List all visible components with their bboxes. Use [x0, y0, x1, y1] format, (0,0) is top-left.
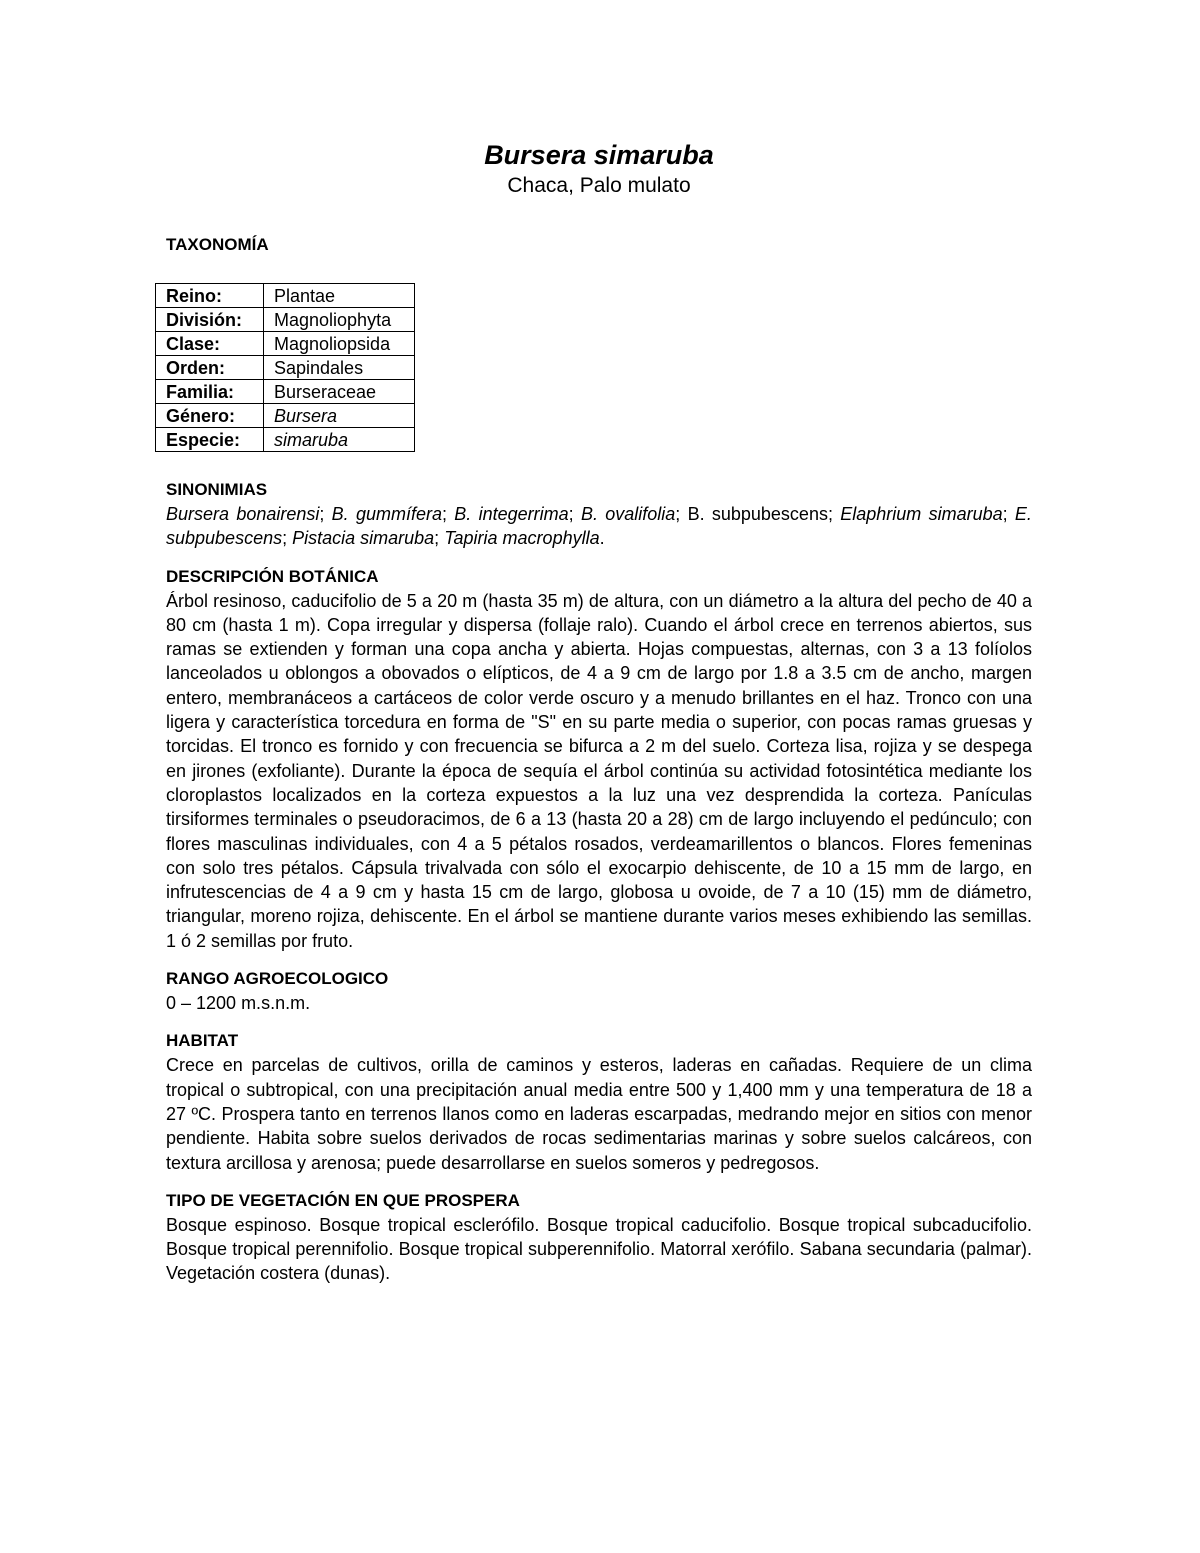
synonym-separator: ; — [434, 528, 445, 549]
agroecological-range-text: 0 – 1200 m.s.n.m. — [166, 993, 311, 1014]
synonym-name: B. gummífera — [331, 504, 442, 524]
taxonomy-value: simaruba — [264, 428, 415, 452]
habitat-heading: HABITAT — [166, 1031, 239, 1051]
agroecological-range-section — [166, 967, 1032, 1015]
botanical-description-text: Árbol resinoso, caducifolio de 5 a 20 m (hasta 35 m) de altura, con un diámetro a la altura del pecho de 40 a 80 cm (hasta 1 m). Copa irregular y dispersa (follaje ralo). Cuando el árbol crece en terrenos abiertos, sus ramas se extienden y forman una copa ancha y abierta. Hojas compuestas, alternas, con 3 a 13 folíolos lanceolados u oblongos a obovados o elípticos, de 4 a 9 cm de largo por 1.8 a 3.5 cm de ancho, margen entero, membranáceos a cartáceos de color verde oscuro y a menudo brillantes en el haz. Tronco con una ligera y característica torcedura en forma de "S" en su parte media o superior, con pocas ramas gruesas y torcidas. El tronco es fornido y con frecuencia se bifurca a 2 m del suelo. Corteza lisa, rojiza y se despega en jirones (exfoliante). Durante la época de sequía el árbol continúa su actividad fotosintética mediante los cloroplastos localizados en la corteza expuestos a la luz una vez desprendida la corteza. Panículas tirsiformes terminales o pseudoracimos, de 6 a 13 (hasta 20 a 28) cm de largo incluyendo el pedúnculo; con flores masculinas individuales, con 4 a 5 pétalos rosados, verdeamarillentos o blancos. Flores femeninas con solo tres pétalos. Cápsula trivalvada con sólo el exocarpio dehiscente, de 10 a 15 mm de largo, en infrutescencias de 4 a 9 cm y hasta 15 cm de largo, globosa u ovoide, de 7 a 10 (15) mm de diámetro, triangular, moreno rojiza, dehiscente. En el árbol se mantiene durante varios meses exhibiendo las semillas. 1 ó 2 semillas por fruto. — [166, 590, 1032, 951]
taxonomy-row — [156, 356, 415, 380]
botanical-description-heading: DESCRIPCIÓN BOTÁNICA — [166, 566, 379, 586]
botanical-description-section — [166, 565, 1032, 953]
taxonomy-rank: División: — [156, 308, 264, 332]
synonyms-heading: SINONIMIAS — [166, 480, 268, 499]
taxonomy-row — [156, 380, 415, 404]
vegetation-type-text: Bosque espinoso. Bosque tropical esclerófilo. Bosque tropical caducifolio. Bosque tropical subcaducifolio. Bosque tropical perennifolio. Bosque tropical subperennifolio. Matorral xerófilo. Sabana secundaria (palmar). Vegetación costera (dunas). — [166, 1214, 1032, 1284]
vegetation-type-section — [166, 1189, 1032, 1286]
taxonomy-rank: Especie: — [156, 428, 264, 452]
taxonomy-row — [156, 428, 415, 452]
taxonomy-value: Sapindales — [264, 356, 415, 380]
synonym-name: Bursera bonairensi — [166, 504, 320, 524]
synonym-separator: . — [599, 528, 605, 549]
taxonomy-value: Plantae — [264, 284, 415, 308]
habitat-section — [166, 1029, 1032, 1174]
taxonomy-rank: Reino: — [156, 284, 264, 308]
common-names: Chaca, Palo mulato — [507, 174, 691, 197]
page-title: Bursera simaruba — [484, 140, 714, 170]
taxonomy-heading: TAXONOMÍA — [166, 235, 269, 254]
taxonomy-rank: Orden: — [156, 356, 264, 380]
document-page — [166, 138, 1032, 1286]
taxonomy-value: Burseraceae — [264, 380, 415, 404]
synonym-name: Elaphrium simaruba — [840, 504, 1003, 524]
synonym-separator: ; B. subpubescens; — [675, 504, 841, 524]
synonym-name: B. integerrima — [454, 504, 569, 524]
synonyms-section — [166, 478, 1032, 551]
synonym-separator: ; — [568, 504, 581, 524]
taxonomy-row — [156, 332, 415, 356]
synonyms-text — [166, 502, 1032, 551]
vegetation-type-heading: TIPO DE VEGETACIÓN EN QUE PROSPERA — [166, 1190, 520, 1210]
habitat-text: Crece en parcelas de cultivos, orilla de caminos y esteros, laderas en cañadas. Requiere de un clima tropical o subtropical, con una precipitación anual media entre 500 y 1,400 mm y una temperatura de 18 a 27 ºC. Prospera tanto en terrenos llanos como en laderas escarpadas, medrando mejor en sitios con menor pendiente. Habita sobre suelos derivados de rocas sedimentarias marinas y sobre suelos calcáreos, con textura arcillosa y arenosa; puede desarrollarse en suelos someros y pedregosos. — [166, 1055, 1032, 1173]
synonym-name: Tapiria macrophylla — [444, 528, 600, 549]
agroecological-range-heading: RANGO AGROECOLOGICO — [166, 969, 389, 989]
taxonomy-rank: Familia: — [156, 380, 264, 404]
taxonomy-row — [156, 308, 415, 332]
taxonomy-row — [156, 284, 415, 308]
taxonomy-rank: Género: — [156, 404, 264, 428]
synonym-name: Pistacia simaruba — [292, 528, 435, 549]
synonym-name: B. ovalifolia — [580, 504, 676, 524]
synonym-separator: ; — [319, 504, 332, 524]
taxonomy-rank: Clase: — [156, 332, 264, 356]
taxonomy-row — [156, 404, 415, 428]
synonym-separator: ; — [282, 528, 293, 549]
synonym-name: E. subpubescens — [166, 504, 1032, 549]
taxonomy-table — [155, 283, 415, 452]
taxonomy-value: Magnoliophyta — [264, 308, 415, 332]
taxonomy-value: Bursera — [264, 404, 415, 428]
taxonomy-value: Magnoliopsida — [264, 332, 415, 356]
synonym-separator: ; — [442, 504, 455, 524]
synonym-separator: ; — [1002, 504, 1015, 524]
